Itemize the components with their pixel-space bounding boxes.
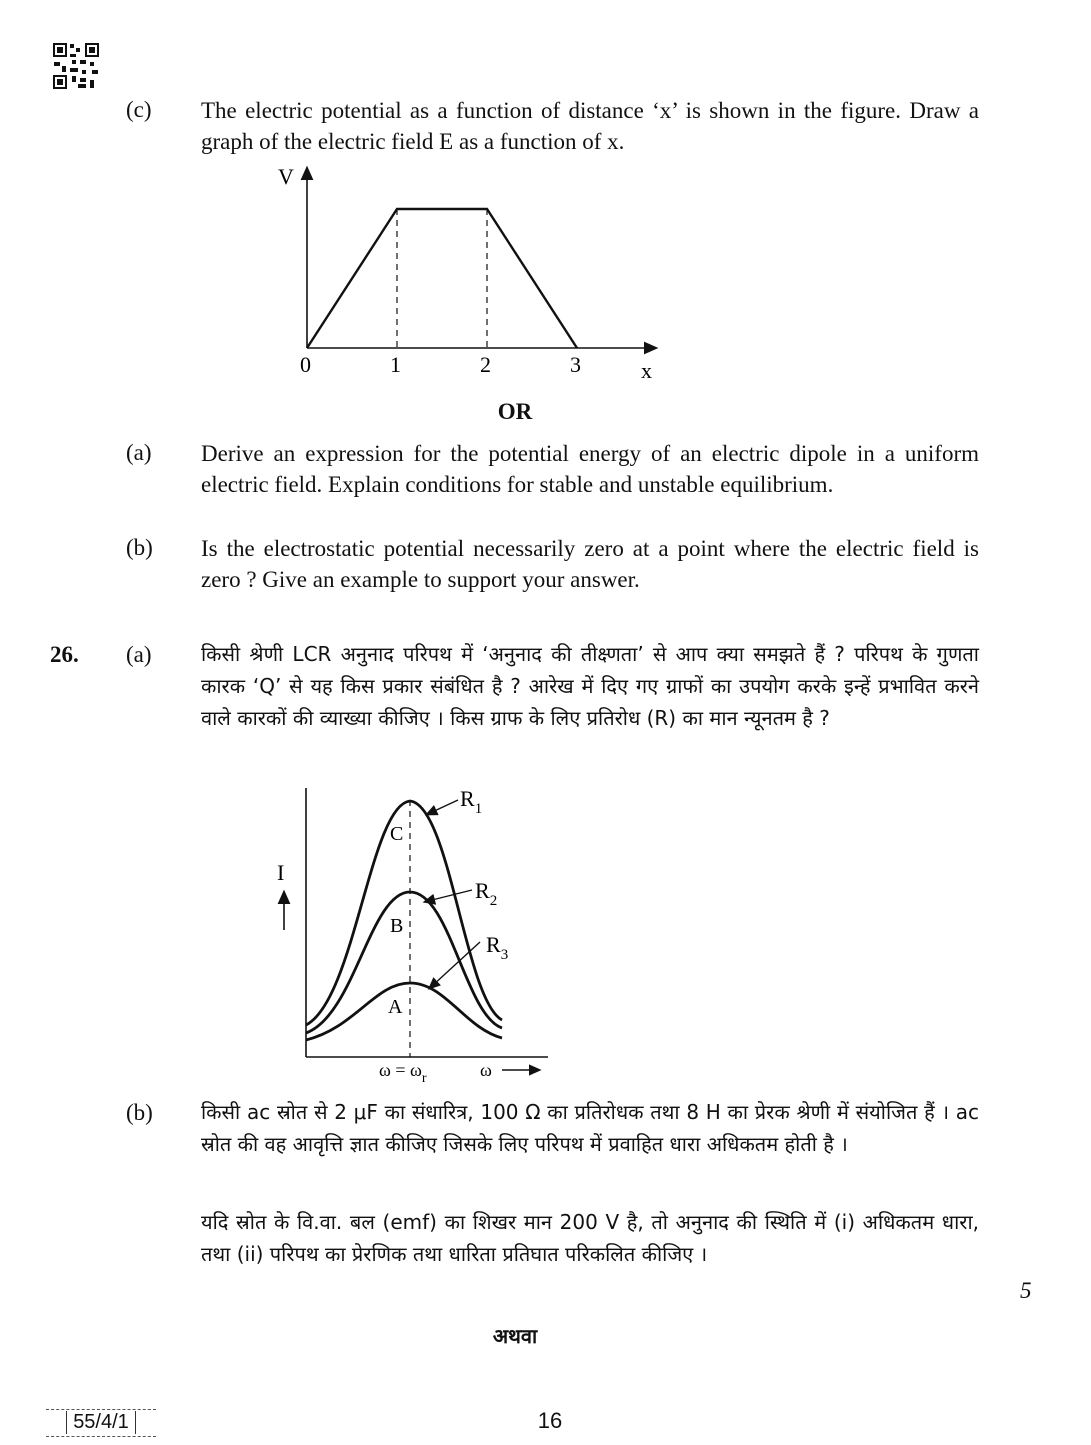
potential-vs-distance-graph bbox=[270, 160, 670, 385]
x-tick-3: 3 bbox=[570, 352, 581, 377]
omega-axis-label: ω bbox=[480, 1060, 492, 1080]
resonance-frequency-label: $\omega = \omega_r$ bbox=[379, 1060, 427, 1086]
question-label: (a) bbox=[126, 642, 152, 667]
or-heading: OR bbox=[497, 399, 533, 424]
question-label: (b) bbox=[126, 535, 153, 560]
or-heading-hindi: अथवा bbox=[492, 1324, 538, 1348]
curve-label-b: B bbox=[390, 915, 404, 937]
resistance-label-r1: $R_1$ bbox=[460, 786, 483, 817]
qr-code-icon bbox=[52, 42, 100, 90]
question-label: (a) bbox=[126, 440, 152, 465]
question-text-hindi: किसी श्रेणी LCR अनुनाद परिपथ में ‘अनुनाद की तीक्ष्णता’ से आप क्या समझते हैं ? परिपथ के गुणता कारक ‘Q’ से यह किस प्रकार संबंधित है ? आरेख में दिए गए ग्राफों का उपयोग करके इन्हें प्रभावित करने वाले कारकों की व्याख्या कीजिए । किस ग्राफ के लिए प्रतिरोध (R) का मान न्यूनतम है ? bbox=[201, 642, 979, 730]
potential-curve bbox=[307, 209, 577, 348]
paper-code: 55/4/1 bbox=[46, 1405, 156, 1439]
curve-label-a: A bbox=[388, 996, 403, 1018]
question-text-hindi: किसी ac स्रोत से 2 μF का संधारित्र, 100 Ω का प्रतिरोधक तथा 8 H का प्रेरक श्रेणी में संयोजित हैं । ac स्रोत की वह आवृत्ति ज्ञात कीजिए जिसके लिए परिपथ में प्रवाहित धारा अधिकतम होती है । bbox=[201, 1100, 979, 1156]
pointer-r1 bbox=[430, 800, 458, 813]
question-text: Derive an expression for the potential energy of an electric dipole in a uniform electric field. Explain conditions for stable and unstable equilibrium. bbox=[201, 441, 979, 497]
marks-label: 5 bbox=[1020, 1278, 1032, 1303]
y-axis-label: I bbox=[277, 860, 285, 885]
resonance-curves-graph bbox=[270, 780, 560, 1090]
resistance-label-r2: $R_2$ bbox=[475, 878, 498, 909]
x-tick-0: 0 bbox=[300, 352, 311, 377]
x-tick-2: 2 bbox=[480, 352, 491, 377]
question-text: Is the electrostatic potential necessarily zero at a point where the electric field is zero ? Give an example to support your answer. bbox=[201, 536, 979, 592]
curve-label-c: C bbox=[390, 823, 404, 845]
pointer-r2 bbox=[428, 890, 472, 901]
resistance-label-r3: $R_3$ bbox=[486, 932, 509, 963]
page-number: 16 bbox=[537, 1408, 563, 1433]
question-text: The electric potential as a function of distance ‘x’ is shown in the figure. Draw a graph of the electric field E as a function of x. bbox=[201, 98, 979, 154]
question-number: 26. bbox=[50, 642, 79, 667]
question-label: (b) bbox=[126, 1100, 153, 1125]
y-axis-label: V bbox=[278, 164, 294, 189]
question-label: (c) bbox=[126, 97, 152, 122]
question-text-hindi: यदि स्रोत के वि.वा. बल (emf) का शिखर मान 200 V है, तो अनुनाद की स्थिति में (i) अधिकतम धारा, तथा (ii) परिपथ का प्रेरणिक तथा धारिता प्रतिघात परिकलित कीजिए । bbox=[201, 1210, 979, 1266]
x-axis-label: x bbox=[641, 358, 652, 383]
x-tick-1: 1 bbox=[390, 352, 401, 377]
